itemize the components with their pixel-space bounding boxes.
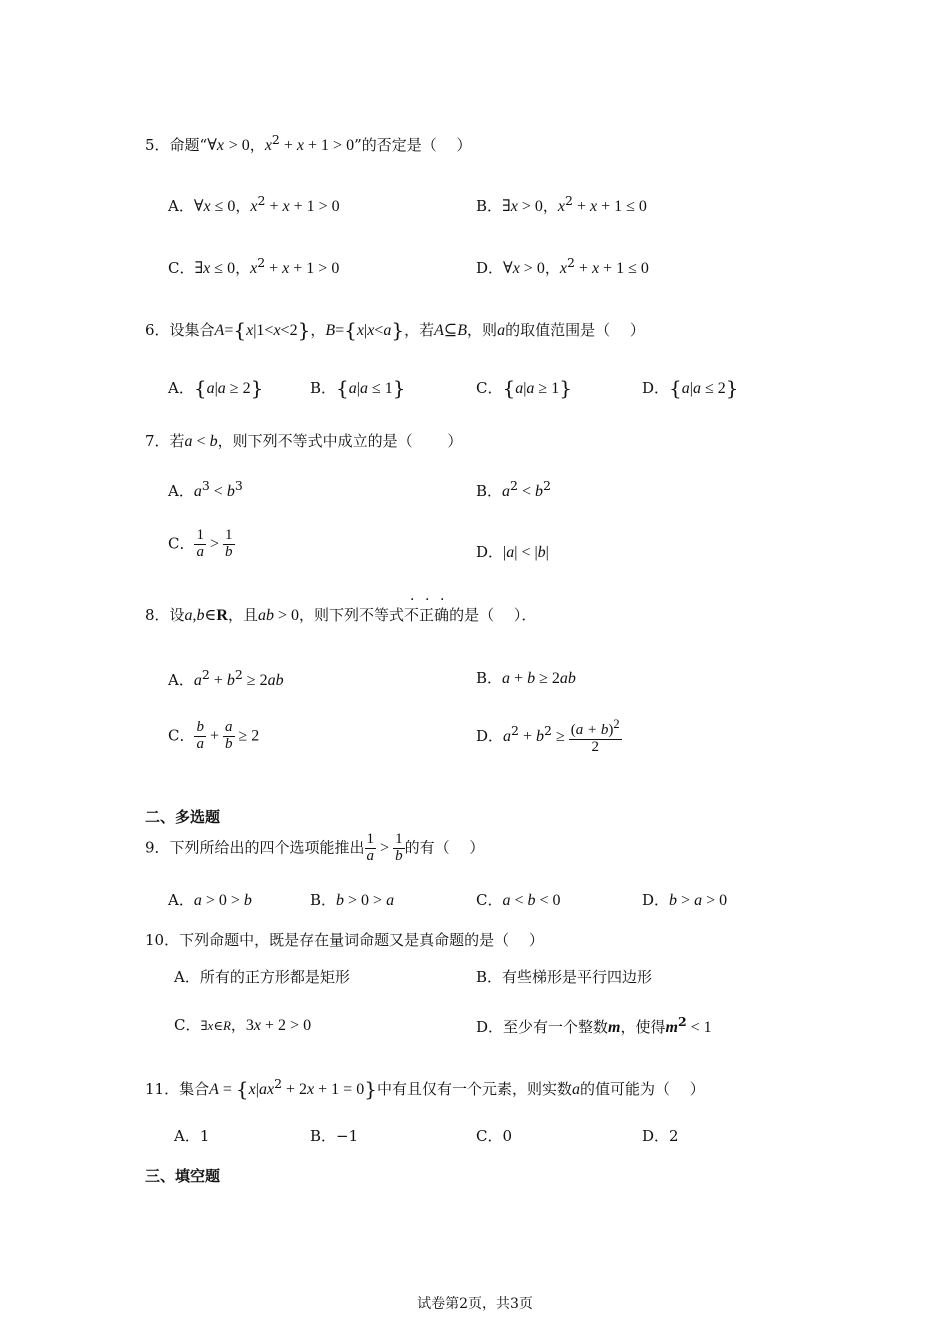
q9-option-c: C．a < b < 0	[476, 891, 561, 909]
q10-option-d: D．至少有一个整数m，使得$m^2 < 1$	[476, 1014, 712, 1036]
question-8: 8．设a,b∈R，且ab > 0，则下列不等式不正确的是（ ）．	[145, 606, 537, 624]
q11-option-d: D．2	[642, 1127, 679, 1145]
q6-option-a: A．{a|a ≥ 2}	[168, 376, 264, 400]
q8-option-c: C． $\frac{b}{a}$ + $\frac{a}{b}$ ≥ 2	[168, 719, 260, 752]
q6-option-d: D．{a|a ≤ 2}	[642, 376, 739, 400]
q8-option-b: B．a + b ≥ 2ab	[476, 669, 576, 687]
q10-option-a: A．所有的正方形都是矩形	[174, 968, 350, 986]
q7-option-c: C． $\frac{1}{a}$ > $\frac{1}{b}$	[168, 527, 233, 560]
q11-option-a: A．1	[174, 1127, 210, 1145]
q10-option-c: C．∃x∈R，3x + 2 > 0	[174, 1016, 312, 1034]
question-6: 6．设集合A={x|1<x<2}，B={x|x<a}，若A⊆B，则a的取值范围是（ ）	[145, 318, 645, 342]
q11-option-b: B．−1	[310, 1127, 359, 1145]
q5-option-b: B．∃x > 0，$x^2 + x + 1 \le 0$	[476, 193, 647, 215]
question-11: 11．集合$A = \{x|ax^2 + 2x + 1 = 0\}$中有且仅有一个元素，则实数a的值可能为（ ）	[145, 1076, 705, 1101]
q8-option-a: A．$a^2 + b^2 \ge 2ab$	[168, 667, 284, 689]
q9-option-a: A．a > 0 > b	[168, 891, 252, 909]
q5-option-a: A．∀x ≤ 0，$x^2 + x + 1 > 0$	[168, 193, 340, 215]
section-fill-blank-heading: 三、填空题	[145, 1167, 221, 1185]
page-footer: 试卷第2页，共3页	[417, 1296, 533, 1312]
q11-option-c: C．0	[476, 1127, 513, 1145]
q10-option-b: B．有些梯形是平行四边形	[476, 968, 653, 986]
q6-option-b: B．{a|a ≤ 1}	[310, 376, 406, 400]
question-5: 5．命题“∀x > 0，$x^2 + x + 1 > 0$”的否定是（ ）	[145, 132, 472, 154]
q5-option-d: D．∀x > 0，$x^2 + x + 1 \le 0$	[476, 255, 649, 277]
section-multiple-choice-heading: 二、多选题	[145, 808, 221, 826]
q7-option-d: D．|a| < |b|	[476, 543, 549, 561]
q6-option-c: C．{a|a ≥ 1}	[476, 376, 572, 400]
q8-option-d: D．$a^2 + b^2$ ≥ $\frac{(a + b)^2}{2}$	[476, 717, 620, 755]
question-9: 9．下列所给出的四个选项能推出 $\frac{1}{a}$ > $\frac{1}{b}$ 的有（ ）	[145, 831, 485, 864]
q7-option-b: B．$a^2 < b^2$	[476, 478, 551, 500]
q7-option-a: A．$a^3 < b^3$	[168, 478, 243, 500]
q5-option-c: C．∃x ≤ 0，$x^2 + x + 1 > 0$	[168, 255, 340, 277]
q9-option-b: B．b > 0 > a	[310, 891, 395, 909]
q9-option-d: D．b > a > 0	[642, 891, 728, 909]
question-10: 10．下列命题中，既是存在量词命题又是真命题的是（ ）	[145, 931, 544, 949]
question-7: 7．若a < b，则下列不等式中成立的是（ ）	[145, 432, 463, 450]
